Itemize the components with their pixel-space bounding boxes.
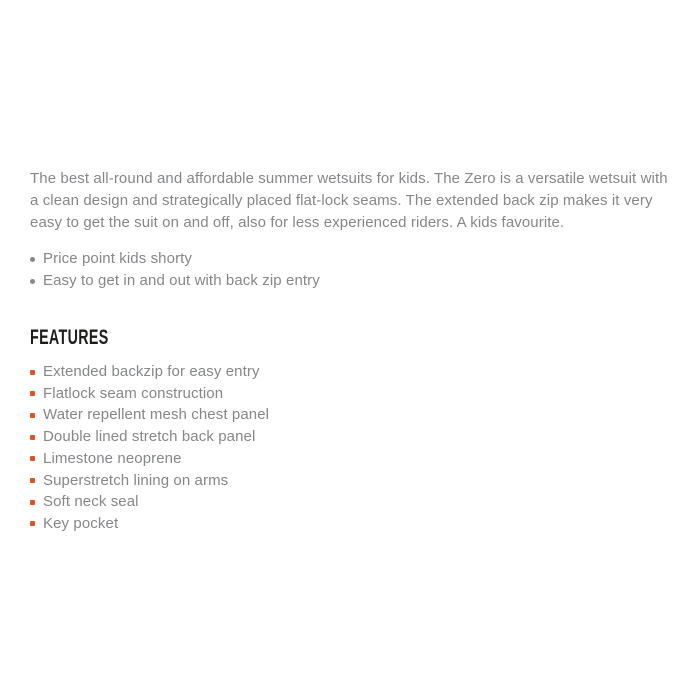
highlights-list: [30, 248, 670, 292]
features-list: [30, 361, 670, 535]
list-item: [30, 361, 670, 383]
list-item: [30, 248, 670, 270]
bullet-icon: [30, 435, 35, 440]
list-item: [30, 270, 670, 292]
list-item: [30, 426, 670, 448]
feature-text: Water repellent mesh chest panel: [43, 406, 270, 424]
list-item: [30, 491, 670, 513]
feature-text: Extended backzip for easy entry: [43, 363, 260, 380]
list-item: [30, 383, 670, 405]
bullet-icon: [30, 257, 35, 262]
bullet-icon: [30, 456, 35, 461]
bullet-icon: [30, 500, 35, 505]
bullet-icon: [30, 391, 35, 396]
highlight-text: Easy to get in and out with back zip entry: [43, 272, 320, 289]
features-heading: FEATURES: [30, 326, 109, 349]
feature-text: Superstretch lining on arms: [43, 471, 229, 489]
feature-text: Flatlock seam construction: [43, 384, 224, 402]
bullet-icon: [30, 370, 35, 375]
feature-text: Soft neck seal: [43, 493, 139, 511]
highlight-text: Price point kids shorty: [43, 250, 193, 267]
feature-text: Double lined stretch back panel: [43, 428, 256, 446]
list-item: [30, 448, 670, 470]
bullet-icon: [30, 413, 35, 418]
bullet-icon: [30, 521, 35, 526]
feature-text: Key pocket: [43, 514, 119, 532]
list-item: [30, 513, 670, 535]
bullet-icon: [30, 478, 35, 483]
list-item: [30, 470, 670, 492]
bullet-icon: [30, 279, 35, 284]
product-description: The best all-round and affordable summer wetsuits for kids. The Zero is a versatile wetsuit with a clean design and strategically placed flat-lock seams. The extended back zip makes it very easy to get the suit on and off, also for less experienced riders. A kids favourite.: [30, 170, 668, 231]
feature-text: Limestone neoprene: [43, 449, 182, 467]
list-item: [30, 404, 670, 426]
